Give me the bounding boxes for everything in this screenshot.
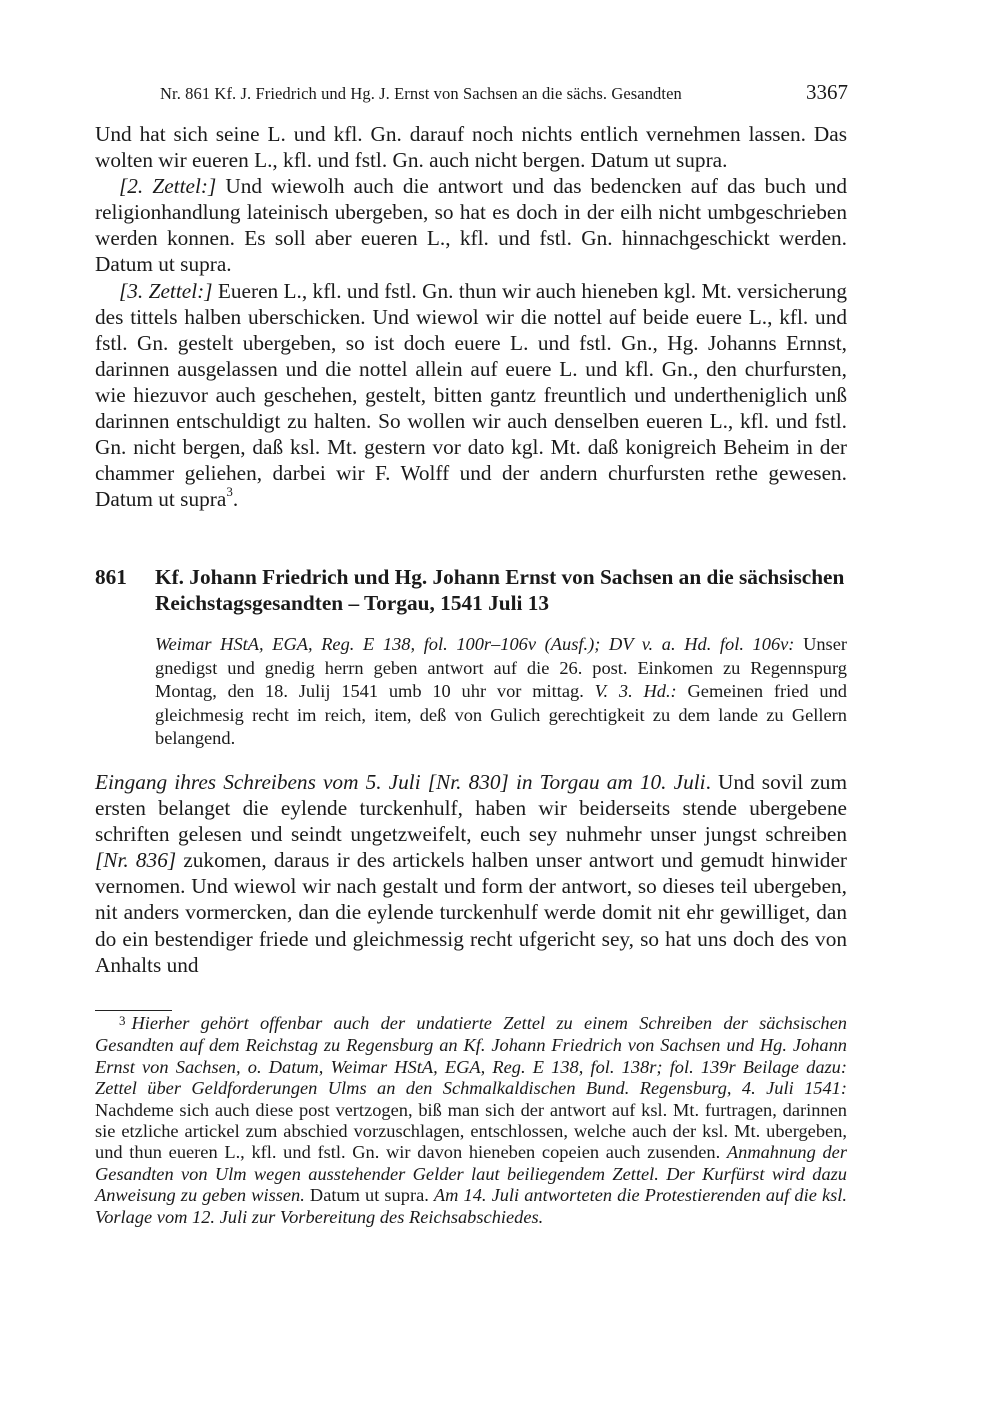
main-paragraph: [95, 769, 847, 978]
zettel-3-end: .: [232, 487, 239, 512]
editorial-intro: Eingang ihres Schreibens vom 5. Juli [Nr. 830] in Torgau am 10. Juli: [95, 770, 706, 794]
page-number: 3367: [806, 80, 848, 104]
continuation-paragraph-1: [95, 121, 847, 173]
continuation-paragraph-3: [95, 278, 847, 513]
footnote-italic-1: Hierher gehört offenbar auch der undatierte Zettel zu einem Schreiben der sächsischen Gesandten auf dem Reichstag zu Regensburg an Kf. Johann Friedrich von Sachsen und Hg. Johann Ernst von Sachsen, o. Datum, Weimar HStA, EGA, Reg. E 138, fol. 138r; fol. 139r Beilage dazu: Zettel über Geldforderungen Ulms an den Schmalkaldischen Bund. Regensburg, 4. Juli 1541:: [95, 1013, 847, 1099]
main-text-2: zukomen, daraus ir des artickels halben unser antwort und gemudt hinwider vernomen. Und wiewol wir nach gestalt und form der antwort, so dieses teil ubergeben, nit anders vormercken, dan die eylende turckenhulf werde domit nit ehr gewilliget, dan do ein bestendiger friede und gleichmessig recht ufgericht sey, so hat uns doch des von Anhalts und: [95, 848, 847, 977]
zettel-2-label: [2. Zettel:]: [119, 174, 217, 199]
zettel-3-text: Eueren L., kfl. und fstl. Gn. thun wir auch hieneben kgl. Mt. versicherung des tittels halben uberschicken. Und wiewol wir die nottel auf beide euere L., kfl. und fstl. Gn. gestelt ubergeben, so ist doch euere L. und fstl. Gn., Hg. Johanns Ernnst, darinnen ausgelassen und die nottel allein auf euere L. und kfl. Gn., den churfursten, wie hiezuvor auch geschehen, gestelt, bitten gantz freuntlich und undertheniglich unß darinnen entschuldigt zu halten. So wollen wir auch denselben eueren L., kfl. und fstl. Gn. nicht bergen, daß ksl. Mt. gestern vor dato kgl. Mt. daß konigreich Beheim in der chammer geliehen, darbei wir F. Wolff und der andern churfursten rethe gewesen. Datum ut supra: [95, 278, 847, 512]
footnote-mark: 3: [119, 1013, 126, 1028]
footnote-divider: [95, 1010, 172, 1011]
source-note: [155, 633, 847, 751]
zettel-2-text: Und wiewolh auch die antwort und das bedencken auf das buch und religionhandlung lateinisch ubergeben, so hat es doch in der eilh nicht umbgeschrieben werden konnen. Es soll aber eueren L., kfl. und fstl. Gn. hinnachgeschickt werden. Datum ut supra.: [95, 174, 848, 277]
cross-reference: [Nr. 836]: [95, 848, 177, 873]
footnote-italic-2: Anmahnung der Gesandten von Ulm wegen ausstehender Gelder laut beiliegendem Zettel. Der Kurfürst wird dazu Anweisung zu geben wissen.: [95, 1142, 847, 1206]
footnote-3: [95, 1013, 847, 1228]
document-number: 861: [95, 565, 127, 589]
footnote-text-1: Nachdeme sich auch diese post vertzogen, biß man sich der antwort auf ksl. Mt. furtragen, darinnen sie etzliche artickel zum abschied vorzuschlagen, entschlossen, welche auch der ksl. Mt. ubergeben, und thun eueren L., kfl. und fstl. Gn. wir davon hieneben copeien auch zusenden.: [95, 1099, 847, 1163]
main-text: [95, 769, 847, 978]
source-hand-3: V. 3. Hd.:: [594, 681, 677, 701]
source-endorsement-2: Gemeinen fried und gleichmesig recht im reich, item, deß von Gulich gerechtigkeit zu dem lande zu Gellern belangend.: [155, 681, 847, 748]
running-head-title: Nr. 861 Kf. J. Friedrich und Hg. J. Ernst von Sachsen an die sächs. Gesandten: [160, 84, 682, 103]
footnote-italic-3: Am 14. Juli antworteten die Protestierenden auf die ksl. Vorlage vom 12. Juli zur Vorbereitung des Reichsabschiedes.: [95, 1185, 847, 1227]
document-title: Kf. Johann Friedrich und Hg. Johann Ernst von Sachsen an die sächsischen Reichstagsgesandten – Torgau, 1541 Juli 13: [155, 565, 845, 615]
source-archive: Weimar HStA, EGA, Reg. E 138, fol. 100r–106v (Ausf.); DV v. a. Hd. fol. 106v:: [155, 634, 795, 654]
main-text-1: . Und sovil zum ersten belanget die eylende turckenhulf, haben wir beiderseits stende ubergebene schriften gelesen und seindt ungetzweifelt, euch sey nuhmehr unser jungst schreiben: [95, 770, 848, 847]
continuation-paragraph-2: [95, 173, 847, 277]
footnote-paragraph: [95, 1013, 847, 1228]
continuation-p1-text: Und hat sich seine L. und kfl. Gn. darauf noch nichts entlich vernehmen lassen. Das wolten wir eueren L., kfl. und fstl. Gn. auch nicht bergen. Datum ut supra.: [95, 122, 847, 173]
footnote-reference-3[interactable]: 3: [226, 484, 233, 500]
continuation-text: [95, 121, 847, 512]
zettel-3-label: [3. Zettel:]: [119, 278, 213, 303]
footnote-text-2: Datum ut supra.: [304, 1185, 434, 1206]
source-paragraph: [155, 633, 847, 751]
source-endorsement: Unser gnedigst und gnedig herrn geben antwort auf die 26. post. Einkomen zu Regennspurg Montag, den 18. Julij 1541 umb 10 uhr vor mittag.: [155, 634, 847, 701]
